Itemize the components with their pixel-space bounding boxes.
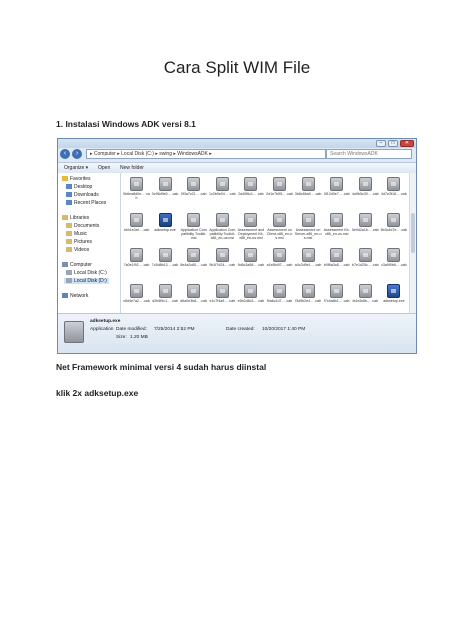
nav-libraries[interactable] — [62, 215, 89, 221]
file-name: Assessment on Client-x86_en-us.msi — [266, 227, 293, 240]
cab-file-icon — [187, 248, 200, 262]
file-name: b7e1d25c... .cab — [352, 263, 379, 267]
cab-file-icon — [244, 177, 257, 191]
star-icon — [62, 176, 68, 181]
cab-file-icon — [187, 284, 200, 298]
file-item[interactable] — [152, 247, 179, 282]
cab-file-icon — [359, 284, 372, 298]
close-icon[interactable]: ✕ — [400, 140, 414, 147]
drive-icon — [66, 278, 72, 283]
nav-documents[interactable] — [66, 223, 99, 229]
file-name: 4a9b5c30... .cab — [352, 192, 379, 196]
file-item[interactable] — [152, 212, 179, 247]
nav-local-d[interactable] — [64, 278, 109, 284]
cab-file-icon — [273, 248, 286, 262]
cab-file-icon — [130, 213, 143, 227]
file-item[interactable] — [152, 283, 179, 316]
file-item[interactable] — [123, 283, 150, 316]
cab-file-icon — [130, 284, 143, 298]
minimize-icon[interactable]: – — [376, 140, 386, 147]
file-item[interactable] — [180, 283, 207, 316]
cab-file-icon — [216, 284, 229, 298]
file-name: d6a0e3b8... .cab — [180, 298, 208, 303]
file-name: 0c96d9e0... .cab — [151, 192, 179, 196]
file-name: fa1e5d9c... .cab — [352, 298, 379, 303]
nav-label: Local Disk (C:) — [74, 270, 107, 276]
pictures-icon — [66, 239, 72, 244]
cab-file-icon — [273, 284, 286, 298]
nav-label: Videos — [74, 247, 90, 253]
address-row — [60, 149, 414, 160]
search-input[interactable]: Search WindowsADK — [326, 149, 412, 159]
maximize-icon[interactable]: □ — [388, 140, 398, 147]
file-item[interactable] — [266, 176, 293, 211]
nav-label: Recent Places — [74, 200, 107, 206]
file-item[interactable] — [123, 212, 150, 247]
installer-file-icon — [330, 213, 343, 227]
exe-file-icon — [387, 284, 400, 298]
file-item[interactable] — [209, 212, 236, 247]
cab-file-icon — [159, 248, 172, 262]
nav-music[interactable] — [66, 231, 87, 237]
file-name: Application Compatibility Toolkit-x86_en-us.msi — [209, 227, 236, 240]
section-heading: 1. Instalasi Windows ADK versi 8.1 — [56, 119, 196, 129]
file-item[interactable] — [380, 212, 407, 247]
cab-file-icon — [330, 177, 343, 191]
cab-file-icon — [359, 213, 372, 227]
cab-file-icon — [359, 248, 372, 262]
file-item[interactable] — [352, 247, 379, 282]
details-filename: adksetup.exe — [90, 319, 121, 324]
nav-label: Libraries — [70, 215, 90, 221]
nav-label: Downloads — [74, 192, 99, 198]
open-button[interactable]: Open — [98, 165, 111, 171]
cab-file-icon — [302, 248, 315, 262]
file-name: 8e4a2c60... .cab — [180, 263, 207, 267]
address-bar[interactable]: ▸ Computer ▸ Local Disk (C:) ▸ swing ▸ WindowsADK ▸ — [86, 149, 326, 159]
nav-label: Network — [70, 293, 89, 299]
file-name: e5b2d8c3... .cab — [237, 298, 265, 303]
file-item[interactable] — [323, 247, 350, 282]
nav-label: Documents — [74, 223, 100, 229]
cab-file-icon — [330, 284, 343, 298]
cab-file-icon — [130, 248, 143, 262]
file-name: 3b8c66a9... .cab — [294, 192, 322, 196]
cab-file-icon — [302, 177, 315, 191]
details-pane — [58, 313, 416, 353]
file-item[interactable] — [237, 247, 264, 282]
file-name: d2b5f9c1... .cab — [152, 298, 178, 303]
file-item[interactable] — [352, 212, 379, 247]
file-item[interactable] — [152, 176, 179, 211]
file-item[interactable] — [209, 176, 236, 211]
size-label: Size: — [116, 335, 127, 340]
cab-file-icon — [187, 177, 200, 191]
explorer-window-screenshot — [57, 138, 417, 354]
file-item[interactable] — [352, 176, 379, 211]
file-name: a1e8b4f7... .cab — [266, 263, 293, 267]
file-item[interactable] — [295, 212, 322, 247]
file-name: 0b6ea8d0e... .cab — [123, 192, 150, 201]
created-label: Date created: — [226, 327, 255, 332]
cab-file-icon — [216, 248, 229, 262]
file-name: 7c5d8b13... .cab — [151, 263, 179, 267]
nav-local-c[interactable] — [66, 270, 107, 276]
file-item[interactable] — [295, 283, 322, 316]
modified-label: Date modified: — [116, 327, 147, 332]
installer-file-icon — [273, 213, 286, 227]
nav-label: Music — [74, 231, 88, 237]
file-name: 2d1e7b55... .cab — [266, 192, 293, 196]
forward-icon[interactable]: › — [72, 149, 82, 159]
file-name: 3f12d0e7... .cab — [323, 192, 350, 196]
installer-file-icon — [187, 213, 200, 227]
nav-label: Computer — [70, 262, 92, 268]
file-grid — [121, 173, 410, 315]
file-name: Assessment Kit-x86_en-us.msi — [323, 227, 350, 236]
nav-desktop[interactable] — [66, 184, 92, 190]
cab-file-icon — [302, 284, 315, 298]
cab-file-icon — [387, 248, 400, 262]
navigation-pane — [58, 173, 121, 315]
file-name: Assessment and Deployment Kit-x86_en-us.msi — [237, 227, 265, 240]
file-item[interactable] — [123, 247, 150, 282]
file-item[interactable] — [380, 283, 407, 316]
file-item[interactable] — [237, 176, 264, 211]
file-name: Application Compatibility Toolkit.msi — [180, 227, 207, 240]
file-name: 2a40f6c1... .cab — [238, 192, 264, 196]
cab-file-icon — [244, 284, 257, 298]
cab-file-icon — [330, 248, 343, 262]
back-icon[interactable]: ‹ — [60, 149, 70, 159]
file-name: f3d9b2e4... .cab — [295, 298, 321, 303]
file-name: 0f3a7c21... .cab — [180, 192, 207, 196]
setup-instruction: klik 2x adksetup.exe — [56, 388, 139, 398]
file-item[interactable] — [237, 283, 264, 316]
file-item[interactable] — [380, 247, 407, 282]
file-name: 7a0e1f92... .cab — [123, 263, 150, 267]
file-name: 5e9d2a1b... .cab — [351, 227, 379, 232]
cab-file-icon — [244, 248, 257, 262]
nav-label: Favorites — [70, 176, 91, 182]
vertical-scrollbar[interactable] — [409, 173, 416, 315]
cab-file-icon — [159, 284, 172, 298]
documents-icon — [66, 223, 72, 228]
file-name: e1c7f4a9... .cab — [209, 298, 236, 303]
file-item[interactable] — [295, 176, 322, 211]
cab-file-icon — [159, 177, 172, 191]
installer-file-icon — [302, 213, 315, 227]
file-item[interactable] — [209, 247, 236, 282]
file-name: 4eb1e0af... .cab — [123, 227, 150, 232]
file-item[interactable] — [352, 283, 379, 316]
music-icon — [66, 231, 72, 236]
file-name: 9d6c3a58... .cab — [237, 263, 265, 267]
libraries-icon — [62, 215, 68, 220]
desktop-icon — [66, 184, 72, 189]
file-item[interactable] — [123, 176, 150, 211]
file-name: 1c2b9e04... .cab — [209, 192, 236, 196]
nav-downloads[interactable] — [66, 192, 99, 198]
cab-file-icon — [387, 177, 400, 191]
file-name: f7c4a8b1... .cab — [323, 298, 350, 303]
file-item[interactable] — [323, 176, 350, 211]
nav-label: Local Disk (D:) — [74, 278, 107, 284]
nav-label: Pictures — [74, 239, 93, 245]
file-name: c8d4e7a2... .cab — [123, 298, 150, 303]
file-item[interactable] — [266, 247, 293, 282]
framework-note: Net Framework minimal versi 4 sudah harus diinstal — [56, 362, 267, 372]
file-item[interactable] — [266, 212, 293, 247]
window-titlebar — [58, 139, 416, 148]
network-icon — [62, 293, 68, 298]
file-name: f0a6c1d7... .cab — [266, 298, 293, 303]
file-name: c3a9f0b6... .cab — [381, 263, 407, 267]
cab-file-icon — [273, 177, 286, 191]
exe-file-icon — [64, 321, 84, 343]
file-item[interactable] — [209, 283, 236, 316]
file-name: 6b3c4d7e... .cab — [380, 227, 408, 232]
file-item[interactable] — [180, 176, 207, 211]
installer-file-icon — [216, 213, 229, 227]
nav-computer[interactable] — [62, 262, 92, 268]
file-name: 4d7e3f18... .cab — [381, 192, 407, 196]
exe-file-icon — [159, 213, 172, 227]
file-item[interactable] — [266, 283, 293, 316]
page-title: Cara Split WIM File — [163, 58, 311, 77]
nav-pictures[interactable] — [66, 239, 92, 245]
file-name: adksetup.exe — [154, 227, 176, 232]
cab-file-icon — [359, 177, 372, 191]
nav-favorites[interactable] — [62, 176, 91, 182]
file-item[interactable] — [295, 247, 322, 282]
computer-icon — [62, 262, 68, 267]
drive-icon — [66, 270, 72, 275]
file-item[interactable] — [180, 212, 207, 247]
scrollbar-thumb[interactable] — [411, 213, 415, 253]
size-value: 1.20 MB — [130, 335, 148, 340]
file-item[interactable] — [323, 212, 350, 247]
installer-file-icon — [244, 213, 257, 227]
cab-file-icon — [130, 177, 143, 191]
cab-file-icon — [216, 177, 229, 191]
file-item[interactable] — [323, 283, 350, 316]
file-name: 9b1f7d24... .cab — [209, 263, 236, 267]
file-item[interactable] — [180, 247, 207, 282]
file-name: b0f6a3c8... .cab — [323, 263, 350, 267]
nav-network[interactable] — [62, 293, 88, 299]
nav-recent[interactable] — [66, 200, 106, 206]
nav-label: Desktop — [74, 184, 93, 190]
nav-videos[interactable] — [66, 247, 89, 253]
created-value: 10/20/2017 1:40 PM — [262, 327, 306, 332]
file-name: a4c2d9e1... .cab — [294, 263, 322, 267]
file-name: adksetup.exe — [383, 298, 405, 303]
file-item[interactable] — [237, 212, 264, 247]
new-folder-button[interactable]: New folder — [120, 165, 144, 171]
modified-value: 7/25/2014 2:52 PM — [154, 327, 195, 332]
organize-button[interactable]: Organize ▾ — [64, 165, 89, 171]
videos-icon — [66, 247, 72, 252]
details-type: Application — [90, 327, 114, 332]
file-item[interactable] — [380, 176, 407, 211]
downloads-icon — [66, 192, 72, 197]
file-name: Assessment on Server-x86_en-us.msi — [294, 227, 322, 240]
cab-file-icon — [387, 213, 400, 227]
recent-places-icon — [66, 200, 72, 205]
